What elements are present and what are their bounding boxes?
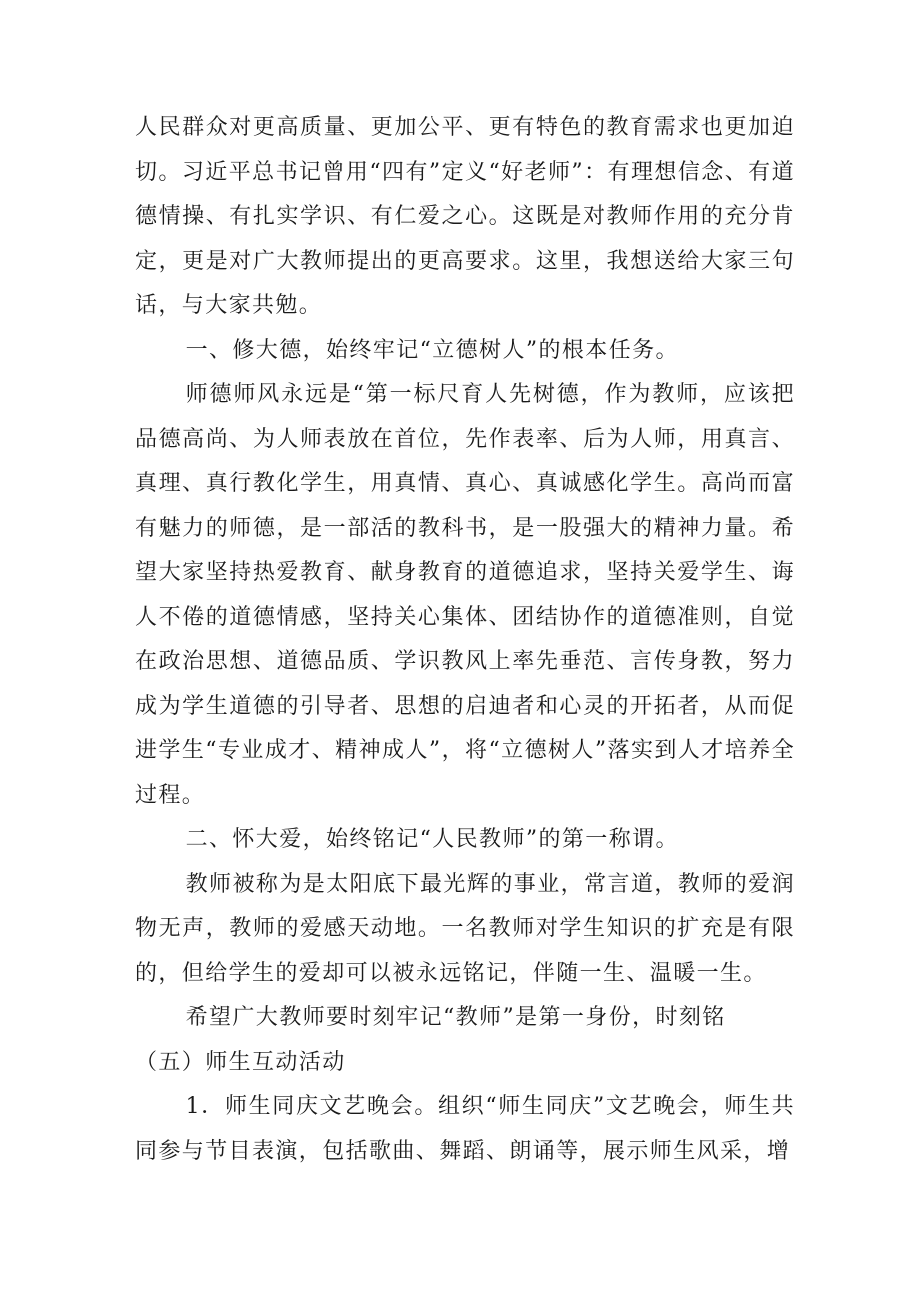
document-body	[135, 106, 795, 1174]
paragraph-intro-continuation: 人民群众对更高质量、更加公平、更有特色的教育需求也更加迫切。习近平总书记曾用“四有”定义“好老师”：有理想信念、有道德情操、有扎实学识、有仁爱之心。这既是对教师作用的充分肯定，更是对广大教师提出的更高要求。这里，我想送给大家三句话，与大家共勉。	[135, 115, 795, 318]
paragraph-teacher-ethics: 师德师风永远是“第一标尺育人先树德，作为教师，应该把品德高尚、为人师表放在首位，先作表率、后为人师，用真言、真理、真行教化学生，用真情、真心、真诚感化学生。高尚而富有魅力的师德，是一部活的教科书，是一股强大的精神力量。希望大家坚持热爱教育、献身教育的道德追求，坚持关爱学生、诲人不倦的道德情感，坚持关心集体、团结协作的道德准则，自觉在政治思想、道德品质、学识教风上率先垂范、言传身教，努力成为学生道德的引导者、思想的启迪者和心灵的开拓者，从而促进学生“专业成才、精神成人”，将“立德树人”落实到人才培养全过程。	[135, 382, 795, 808]
section-heading-1: 一、修大德，始终牢记“立德树人”的根本任务。	[185, 337, 679, 363]
paragraph-gala: 1．师生同庆文艺晚会。组织“师生同庆”文艺晚会，师生共同参与节目表演，包括歌曲、舞蹈、朗诵等，展示师生风采，增	[135, 1094, 795, 1164]
section-heading-5: （五）师生互动活动	[135, 1049, 346, 1075]
paragraph-teacher-identity: 希望广大教师要时刻牢记“教师”是第一身份，时刻铭	[185, 1005, 726, 1030]
paragraph-teacher-love: 教师被称为是太阳底下最光辉的事业，常言道，教师的爱润物无声，教师的爱感天动地。一名教师对学生知识的扩充是有限的，但给学生的爱却可以被永远铭记，伴随一生、温暖一生。	[135, 871, 795, 986]
section-heading-2: 二、怀大爱，始终铭记“人民教师”的第一称谓。	[185, 827, 679, 852]
